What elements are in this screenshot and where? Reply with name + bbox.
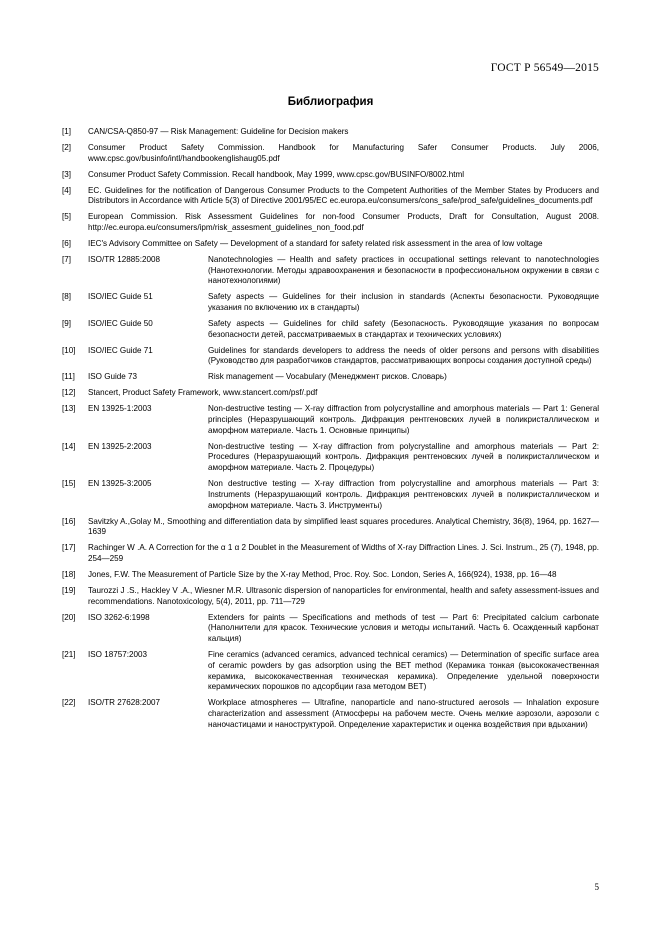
list-item bbox=[62, 388, 599, 399]
entry-text: Safety aspects — Guidelines for their inclusion in standards (Аспекты безопасности. Руководящие указания по включению их в стандарты) bbox=[208, 292, 599, 313]
entry-number: [11] bbox=[62, 372, 75, 382]
entry-number: [5] bbox=[62, 212, 71, 222]
list-item bbox=[62, 212, 599, 234]
entry-reference: EN 13925-3:2005 bbox=[88, 479, 152, 489]
entry-reference: ISO Guide 73 bbox=[88, 372, 138, 382]
entry-text: Workplace atmospheres — Ultrafine, nanoparticle and nano-structured aerosols — Inhalation exposure characterization and assessment (Атмосферы на рабочем месте. Очень мелкие аэрозоли, аэрозоли с наночастицами и наноструктурой. Определение характеристик и оценка воздействия при вдыхании) bbox=[208, 698, 599, 729]
entry-number: [21] bbox=[62, 650, 76, 659]
entry-text: EC. Guidelines for the notification of Dangerous Consumer Products to the Competent Authorities of the Member States by Producers and Distributors in Accordance with Article 5(3) of Directive 2001/95/EC ec.europa.eu/consumers/cons_safe/prod_safe/guidelines_documents.pdf bbox=[88, 185, 599, 206]
entry-text: Rachinger W .A. A Correction for the α 1 α 2 Doublet in the Measurement of Widths of X-ray Diffraction Lines. J. Sci. Instrum., 25 (7), 1948, pp. 254—259 bbox=[88, 543, 599, 563]
entry-reference: ISO/TR 27628:2007 bbox=[88, 698, 160, 708]
entry-number: [13] bbox=[62, 404, 76, 414]
page-number: 5 bbox=[594, 882, 599, 892]
entry-text: European Commission. Risk Assessment Guidelines for non-food Consumer Products, Draft for Consultation, August 2008. http://ec.europa.eu/consumers/ipm/risk_assesment_guidelines_non_food.pdf bbox=[88, 212, 599, 232]
entry-text: Extenders for paints — Specifications and methods of test — Part 6: Precipitated calcium carbonate (Наполнители для красок. Технические условия и методы испытаний. Часть 6. Осажденный карбонат кальция) bbox=[208, 612, 599, 644]
list-item bbox=[62, 292, 599, 314]
entry-text: Taurozzi J .S., Hackley V .A., Wiesner M.R. Ultrasonic dispersion of nanoparticles for environmental, health and safety assessment-issues and recommendations. Nanotoxicology, 5(4), 2011, pp. 711—729 bbox=[88, 585, 599, 606]
entry-reference: ISO/IEC Guide 50 bbox=[88, 319, 153, 328]
entry-reference: EN 13925-2:2003 bbox=[88, 441, 152, 451]
entry-text: CAN/CSA-Q850-97 — Risk Management: Guideline for Decision makers bbox=[88, 127, 349, 136]
entry-text: Safety aspects — Guidelines for child safety (Безопасность. Руководящие указания по вопросам безопасности детей, рассматриваемых в стандартах и технических условиях) bbox=[208, 319, 599, 339]
entry-reference: ISO/IEC Guide 71 bbox=[88, 345, 153, 355]
entry-number: [8] bbox=[62, 292, 71, 302]
bibliography-list bbox=[62, 127, 599, 730]
page-header: ГОСТ Р 56549—2015 bbox=[490, 62, 599, 74]
list-item bbox=[62, 127, 599, 138]
list-item bbox=[62, 346, 599, 368]
list-item bbox=[62, 517, 599, 539]
entry-reference: ISO/TR 12885:2008 bbox=[88, 254, 160, 264]
entry-number: [1] bbox=[62, 127, 71, 136]
entry-text: Consumer Product Safety Commission. Handbook for Manufacturing Safer Consumer Products. July 2006, www.cpsc.gov/businfo/intl/handbookenglishaug05.pdf bbox=[88, 142, 599, 163]
entry-number: [7] bbox=[62, 254, 71, 264]
list-item bbox=[62, 170, 599, 181]
entry-number: [16] bbox=[62, 516, 76, 526]
entry-reference: EN 13925-1:2003 bbox=[88, 404, 152, 414]
list-item bbox=[62, 372, 599, 383]
list-item bbox=[62, 650, 599, 693]
entry-number: [18] bbox=[62, 569, 76, 579]
entry-number: [17] bbox=[62, 543, 76, 553]
list-item bbox=[62, 543, 599, 565]
entry-text: Jones, F.W. The Measurement of Particle Size by the X-ray Method, Proc. Roy. Soc. London, Series A, 166(924), 1938, pp. 16—48 bbox=[88, 569, 557, 579]
entry-text: IEC's Advisory Committee on Safety — Development of a standard for safety related risk assessment in the area of low voltage bbox=[88, 238, 543, 248]
list-item bbox=[62, 186, 599, 208]
entry-number: [14] bbox=[62, 441, 76, 451]
entry-text: Fine ceramics (advanced ceramics, advanced technical ceramics) — Determination of specific surface area of ceramic powders by gas adsorption using the BET method (Керамика тонкая (высококачественная керамика, высококачественная техническая керамика). Определение удельной поверхности керамических порошков по адсорбции газа методом ВЕТ) bbox=[208, 650, 599, 692]
entry-number: [12] bbox=[62, 388, 76, 398]
entry-number: [10] bbox=[62, 345, 76, 355]
list-item bbox=[62, 698, 599, 730]
entry-reference: ISO 18757:2003 bbox=[88, 650, 147, 659]
entry-reference: ISO/IEC Guide 51 bbox=[88, 292, 153, 302]
entry-number: [2] bbox=[62, 142, 71, 152]
list-item bbox=[62, 319, 599, 341]
entry-number: [9] bbox=[62, 319, 71, 328]
page-title: Библиография bbox=[287, 96, 374, 108]
entry-text: Non-destructive testing — X-ray diffraction from polycrystalline and amorphous materials — Part 1: General principles (Неразрушающий контроль. Дифракция рентгеновских лучей в поликристаллическом и аморфном материале. Часть 1. Основные принципы) bbox=[208, 404, 599, 435]
entry-number: [4] bbox=[62, 185, 71, 195]
list-item bbox=[62, 613, 599, 645]
entry-reference: ISO 3262-6:1998 bbox=[88, 612, 150, 622]
list-item bbox=[62, 479, 599, 511]
entry-text: Non-destructive testing — X-ray diffraction from polycrystalline and amorphous materials — Part 2: Procedures (Неразрушающий контроль. Дифракция рентгеновских лучей в поликристаллическом и аморфном материале. Часть 2. Процедуры) bbox=[208, 441, 599, 473]
list-item bbox=[62, 570, 599, 581]
entry-text: Nanotechnologies — Health and safety practices in occupational settings relevant to nanotechnologies (Нанотехнологии. Методы здравоохранения и безопасности в профессиональном окружении в связи с нанотехнологиями) bbox=[208, 254, 599, 286]
list-item bbox=[62, 239, 599, 250]
entry-number: [3] bbox=[62, 169, 71, 179]
entry-number: [15] bbox=[62, 479, 76, 489]
list-item bbox=[62, 255, 599, 287]
list-item bbox=[62, 404, 599, 436]
list-item bbox=[62, 442, 599, 474]
entry-number: [6] bbox=[62, 238, 71, 248]
entry-text: Risk management — Vocabulary (Менеджмент рисков. Словарь) bbox=[208, 372, 447, 382]
entry-text: Savitzky A.,Golay M., Smoothing and differentiation data by simplified least squares procedures. Analytical Chemistry, 36(8), 1964, pp. 1627—1639 bbox=[88, 516, 599, 537]
entry-text: Non destructive testing — X-ray diffraction from polycrystalline and amorphous materials — Part 3: Instruments (Неразрушающий контроль. Дифракция рентгеновских лучей в поликристаллическом и аморфном материале. Часть 3. Инструменты) bbox=[208, 479, 599, 510]
entry-number: [20] bbox=[62, 612, 76, 622]
entry-text: Guidelines for standards developers to address the needs of older persons and persons with disabilities (Руководство для разработчиков стандартов, рассматривающих вопросы создания доступной среды) bbox=[208, 345, 599, 366]
entry-number: [19] bbox=[62, 585, 76, 595]
list-item bbox=[62, 586, 599, 608]
entry-text: Stancert, Product Safety Framework, www.stancert.com/psf/.pdf bbox=[88, 388, 318, 398]
list-item bbox=[62, 143, 599, 165]
entry-text: Consumer Product Safety Commission. Recall handbook, May 1999, www.cpsc.gov/BUSINFO/8002.html bbox=[88, 169, 465, 179]
entry-number: [22] bbox=[62, 698, 76, 708]
